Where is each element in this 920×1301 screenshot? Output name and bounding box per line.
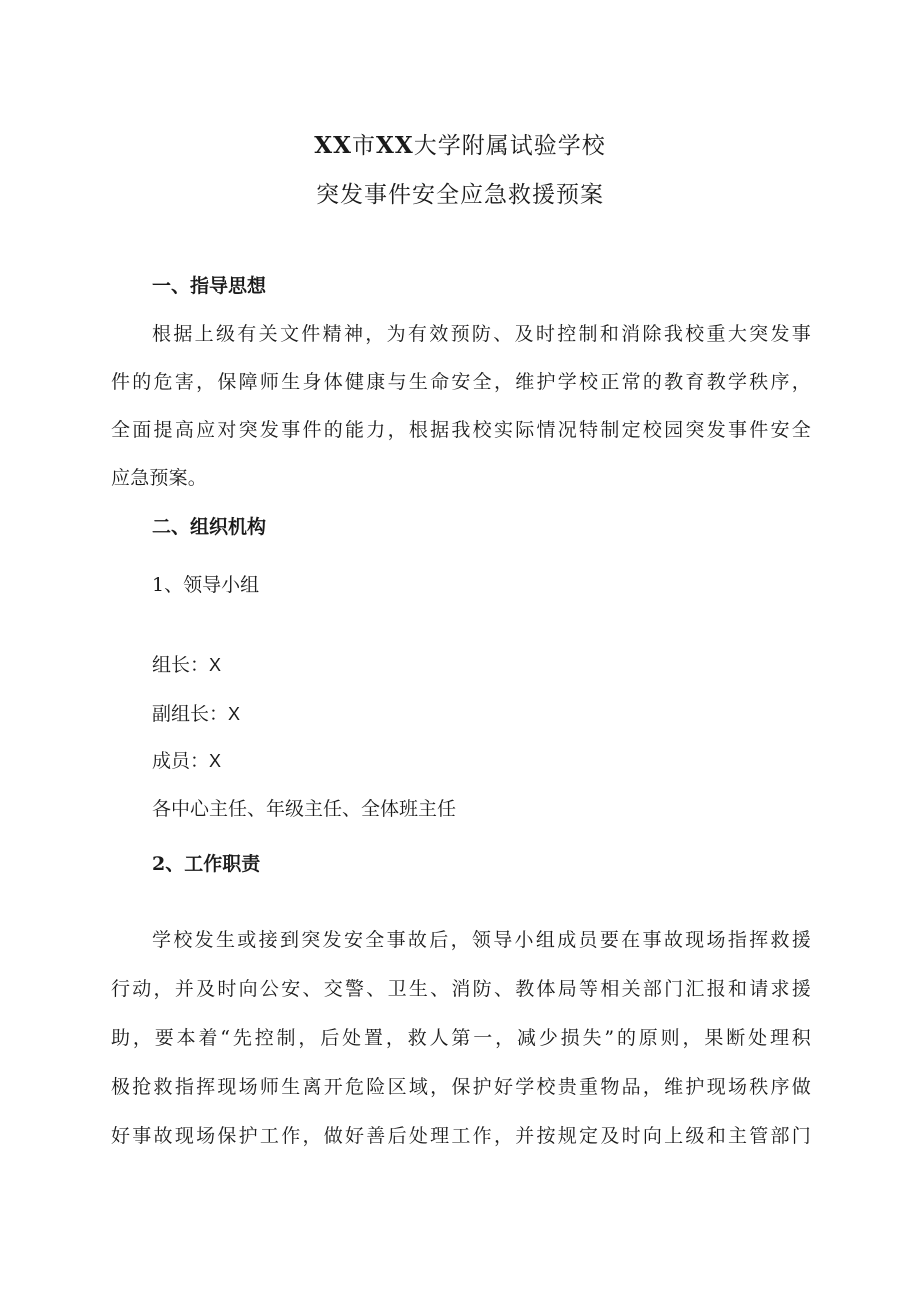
leader-value: X bbox=[209, 655, 222, 675]
title-city: 市 bbox=[352, 133, 376, 159]
vice-leader-entry bbox=[152, 699, 240, 726]
members-extra: 各中心主任、年级主任、全体班主任 bbox=[152, 798, 457, 820]
paragraph-line: 极抢救指挥现场师生离开危险区域，保护好学校贵重物品，维护现场秩序做 bbox=[111, 1076, 811, 1098]
paragraph-line: 全面提高应对突发事件的能力，根据我校实际情况特制定校园突发事件安全 bbox=[111, 419, 811, 441]
paragraph-line: 根据上级有关文件精神，为有效预防、及时控制和消除我校重大突发事 bbox=[152, 323, 811, 345]
member-value: X bbox=[209, 751, 222, 771]
member-label: 成员： bbox=[152, 750, 210, 772]
subheading-leading-group: 1、领导小组 bbox=[152, 574, 260, 596]
vice-leader-label: 副组长： bbox=[152, 703, 229, 725]
subheading-duties: 2、工作职责 bbox=[152, 853, 261, 875]
section-heading-organization: 二、组织机构 bbox=[152, 516, 267, 538]
paragraph-line: 学校发生或接到突发安全事故后，领导小组成员要在事故现场指挥救援 bbox=[152, 929, 811, 951]
leader-label: 组长： bbox=[152, 654, 210, 676]
document-title-line-1 bbox=[0, 127, 920, 160]
paragraph-line: 件的危害，保障师生身体健康与生命安全，维护学校正常的教育教学秩序， bbox=[111, 371, 811, 393]
title-school-name: 大学附属试验学校 bbox=[413, 133, 606, 159]
section-heading-guiding-ideology: 一、指导思想 bbox=[152, 275, 267, 297]
leader-entry bbox=[152, 650, 221, 677]
paragraph-line: 应急预案。 bbox=[111, 467, 208, 489]
paragraph-line: 助，要本着“先控制，后处置，救人第一，减少损失”的原则，果断处理积 bbox=[111, 1027, 811, 1049]
title-xx: XX bbox=[376, 132, 414, 159]
title-xx-prefix: XX bbox=[314, 132, 352, 159]
paragraph-line: 行动，并及时向公安、交警、卫生、消防、教体局等相关部门汇报和请求援 bbox=[111, 978, 811, 1000]
document-title-line-2: 突发事件安全应急救援预案 bbox=[316, 182, 604, 208]
paragraph-line: 好事故现场保护工作，做好善后处理工作，并按规定及时向上级和主管部门 bbox=[111, 1125, 811, 1147]
vice-leader-value: X bbox=[228, 704, 241, 724]
member-entry bbox=[152, 746, 221, 773]
